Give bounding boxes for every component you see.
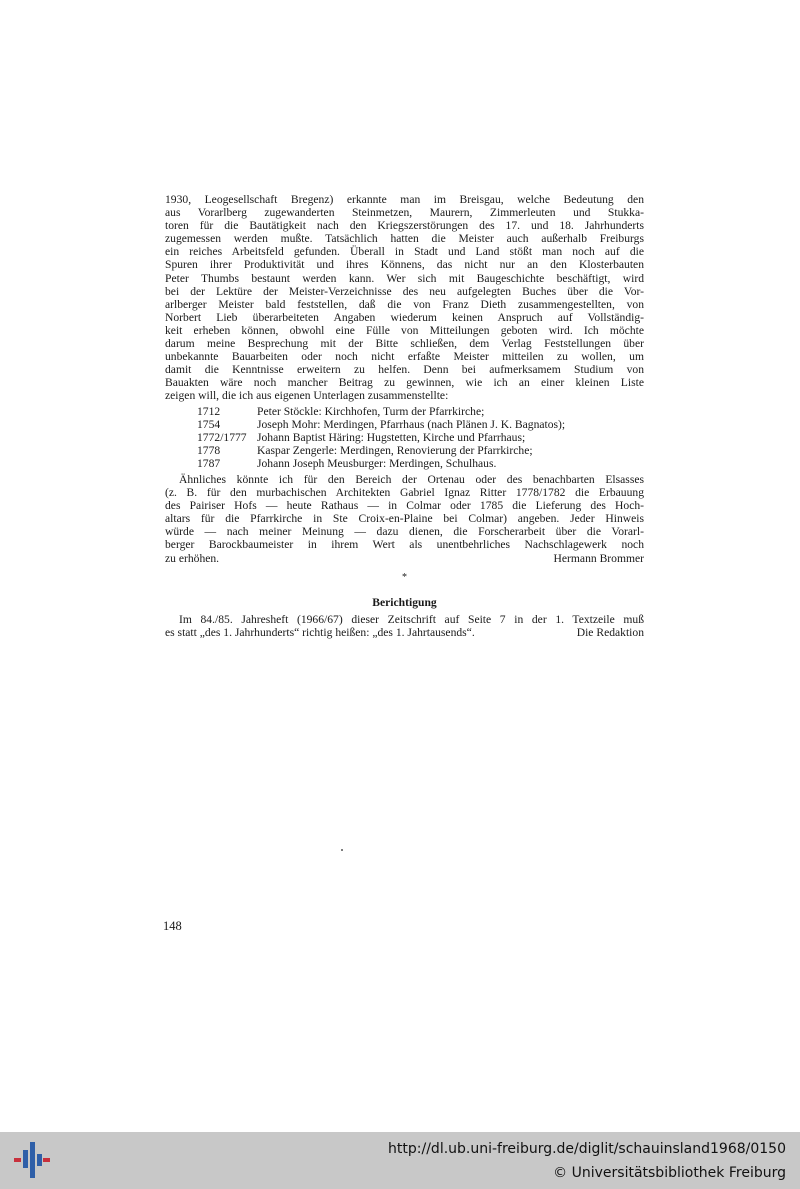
article-text	[165, 193, 644, 639]
text-line: berger Barockbaumeister in ihrem Wert als unentbehrliches Nachschlagewerk noch	[165, 538, 644, 552]
list-entry: Johann Baptist Häring: Hugstetten, Kirche und Pfarrhaus;	[257, 430, 526, 444]
section-separator: *	[402, 571, 407, 583]
correction-text: es statt „des 1. Jahrhunderts“ richtig heißen: „des 1. Jahrtausends“.	[165, 625, 475, 639]
correction-paragraph	[165, 613, 644, 639]
ub-freiburg-logo-icon	[12, 1140, 52, 1180]
text-line: 1930, Leogesellschaft Bregenz) erkannte man im Breisgau, welche Bedeutung den	[165, 193, 644, 206]
list-year: 1712	[197, 404, 221, 418]
text-line: damit die Kenntnisse erweitern zu helfen. Denn bei aufmerksamem Studium von	[165, 363, 644, 377]
page-number: 148	[163, 919, 182, 933]
list-year: 1772/1777	[197, 430, 247, 444]
closing-fragment: zu erhöhen.	[165, 551, 220, 565]
text-line: unbekannte Bauarbeiten oder noch nicht erfaßte Meister mitteilen zu wollen, um	[165, 350, 644, 364]
editor-signature: Die Redaktion	[576, 625, 644, 639]
text-line: zugemessen werden mußte. Tatsächlich hatten die Meister auch außerhalb Freiburgs	[165, 232, 644, 246]
text-line: Spuren ihrer Produktivität und ihres Könnens, das nicht nur an den Klosterbauten	[165, 258, 644, 272]
text-line: Bauakten wäre noch mancher Beitrag zu gewinnen, wie ich an einer kleinen Liste	[165, 376, 644, 390]
list-item	[165, 431, 644, 444]
text-line: bei der Lektüre der Meister-Verzeichnisse des neu aufgelegten Buches über die Vor-	[165, 284, 644, 298]
correction-heading: Berichtigung	[372, 595, 437, 609]
text-line: ein reiches Arbeitsfeld gefunden. Überall in Stadt und Land stößt man noch auf die	[165, 245, 644, 259]
text-line: (z. B. für den murbachischen Architekten Gabriel Ignaz Ritter 1778/1782 die Erbauung	[165, 486, 644, 500]
review-paragraph	[165, 193, 644, 403]
permalink-url[interactable]: http://dl.ub.uni-freiburg.de/diglit/schauinsland1968/0150	[388, 1141, 786, 1157]
builder-list	[165, 405, 644, 470]
text-line: keit erheben können, obwohl eine Fülle von Mitteilungen geboten wird. Ich möchte	[165, 323, 644, 337]
list-entry: Kaspar Zengerle: Merdingen, Renovierung der Pfarrkirche;	[257, 443, 533, 457]
text-line: Norbert Lieb überarbeiteten Angaben wiederum keinen Anspruch auf Vollständig-	[165, 310, 644, 324]
text-line: arlberger Meister bald feststellen, daß die von Franz Dieth zusammengestellten, von	[165, 297, 644, 311]
list-year: 1778	[197, 443, 221, 457]
text-line: aus Vorarlberg zugewanderten Steinmetzen, Maurern, Zimmerleuten und Stukka-	[165, 206, 644, 220]
footer-band	[0, 1132, 800, 1189]
list-entry: Peter Stöckle: Kirchhofen, Turm der Pfarrkirche;	[257, 404, 485, 418]
correction-signoff-line	[165, 626, 644, 639]
text-line: Im 84./85. Jahresheft (1966/67) dieser Zeitschrift auf Seite 7 in der 1. Textzeile muß	[179, 612, 644, 626]
author-name: Hermann Brommer	[553, 551, 644, 565]
list-item	[165, 418, 644, 431]
text-line: toren für die Bautätigkeit nach den Kriegszerstörungen des 17. und 18. Jahrhunderts	[165, 219, 644, 233]
scan-speck	[341, 849, 343, 851]
list-entry: Johann Joseph Meusburger: Merdingen, Schulhaus.	[257, 456, 497, 470]
text-line: darum meine Besprechung mit der Bitte schließen, dem Verlag Feststellungen über	[165, 337, 644, 351]
list-year: 1754	[197, 417, 221, 431]
list-year: 1787	[197, 456, 221, 470]
closing-paragraph	[165, 473, 644, 565]
list-entry: Joseph Mohr: Merdingen, Pfarrhaus (nach Plänen J. K. Bagnatos);	[257, 417, 566, 431]
text-line: des Pairiser Hofs — heute Rathaus — in Colmar oder 1785 die Lieferung des Hoch-	[165, 499, 644, 513]
signoff-line	[165, 552, 644, 565]
text-line: Peter Thumbs bestaunt werden kann. Wer sich mit Baugeschichte beschäftigt, wird	[165, 271, 644, 285]
list-item	[165, 457, 644, 470]
text-line: altars für die Pfarrkirche in Ste Croix-en-Plaine bei Colmar) angeben. Jeder Hinweis	[165, 512, 644, 526]
list-item	[165, 405, 644, 418]
copyright-notice: © Universitätsbibliothek Freiburg	[553, 1165, 786, 1181]
text-line: würde — nach meiner Meinung — dazu dienen, die Forscherarbeit über die Vorarl-	[165, 525, 644, 539]
list-item	[165, 444, 644, 457]
text-line: Ähnliches könnte ich für den Bereich der Ortenau oder des benachbarten Elsasses	[179, 472, 644, 486]
text-line: zeigen will, die ich aus eigenen Unterlagen zusammenstellte:	[165, 389, 449, 403]
